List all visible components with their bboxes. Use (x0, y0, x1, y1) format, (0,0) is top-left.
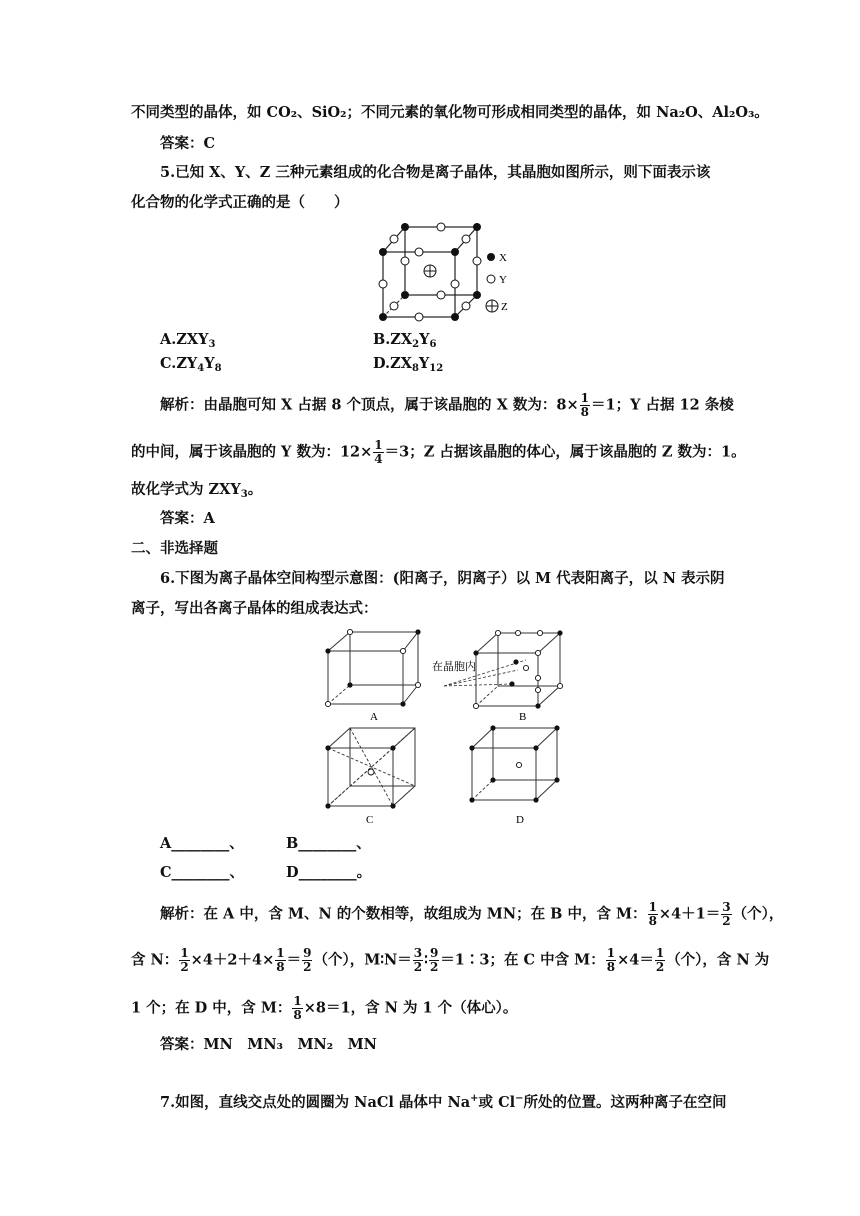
q5-analysis-line1: 解析：由晶胞可知 X 占据 8 个顶点，属于该晶胞的 X 数为：8× $\frac{1}{8}$ ＝1；Y 占据 12 条棱 (160, 391, 734, 419)
option-c: $C.ZY_4Y_8$ (160, 355, 222, 374)
caption-b: B (519, 711, 527, 723)
q6-analysis-line2: 含 N： $\frac{1}{2}$ ×4＋2＋4× $\frac{1}{8}$ ＝ $\frac{9}{2}$ （个），M∶N＝ $\frac{3}{2}$ ∶ $\frac{9}{2}$ ＝1∶3；在 C 中含 M： $\frac{1}{8}$ ×4＝ $\frac{1}{2}$ （个），含 N 为 (131, 946, 770, 974)
caption-a: A (370, 711, 378, 723)
q5-analysis-line3: 故化学式为 $ZXY_3$。 (131, 481, 263, 500)
option-b: $B.ZX_2Y_6$ (373, 331, 437, 350)
q5-answer: 答案：A (160, 510, 215, 527)
q5-crystal-cell-figure (375, 222, 525, 324)
q6-stem-line2: 离子，写出各离子晶体的组成表达式： (131, 600, 378, 617)
q6-crystal-figures (318, 628, 580, 828)
q6-stem-line1: 6.下图为离子晶体空间构型示意图：(阳离子，阴离子）以 M 代表阳离子，以 N 表示阴 (160, 570, 725, 587)
answer-previous: 答案：C (160, 135, 216, 152)
legend-y: Y (499, 274, 507, 286)
blank-b: B________、 (286, 835, 371, 852)
option-d: $D.ZX_8Y_{12}$ (373, 355, 444, 374)
blank-a: A________、 (160, 835, 244, 852)
q5-stem-line2: 化合物的化学式正确的是（ ） (131, 194, 349, 211)
blank-d: D________。 (286, 864, 372, 881)
legend-x: X (499, 252, 507, 264)
caption-d: D (516, 814, 524, 826)
q6-analysis-line3: 1 个；在 D 中，含 M： $\frac{1}{8}$ ×8＝1，含 N 为 1 个（体心）。 (131, 994, 518, 1022)
in-cell-label-1: 在晶胞内 (432, 661, 476, 673)
q7-stem-line1: 7.如图，直线交点处的圆圈为 NaCl 晶体中 Na+或 Cl−所处的位置。这两种离子在空间 (160, 1093, 727, 1111)
blank-c: C________、 (160, 864, 245, 881)
text-line: 不同类型的晶体，如 CO₂、SiO₂；不同元素的氧化物可形成相同类型的晶体，如 Na₂O、Al₂O₃。 (131, 104, 769, 121)
option-a: $A.ZXY_3$ (160, 331, 216, 350)
section-heading: 二、非选择题 (131, 540, 218, 557)
q5-stem-line1: 5.已知 X、Y、Z 三种元素组成的化合物是离子晶体，其晶胞如图所示，则下面表示该 (160, 164, 711, 181)
q6-analysis-line1: 解析：在 A 中，含 M、N 的个数相等，故组成为 MN；在 B 中，含 M： $\frac{1}{8}$ ×4＋1＝ $\frac{3}{2}$ （个）， (160, 900, 784, 928)
legend-z: Z (501, 301, 508, 313)
q6-answer: 答案：MN MN₃ MN₂ MN (160, 1036, 377, 1053)
q5-analysis-line2: 的中间，属于该晶胞的 Y 数为：12× $\frac{1}{4}$ ＝3；Z 占据该晶胞的体心，属于该晶胞的 Z 数为：1。 (131, 438, 746, 466)
caption-c: C (366, 814, 374, 826)
